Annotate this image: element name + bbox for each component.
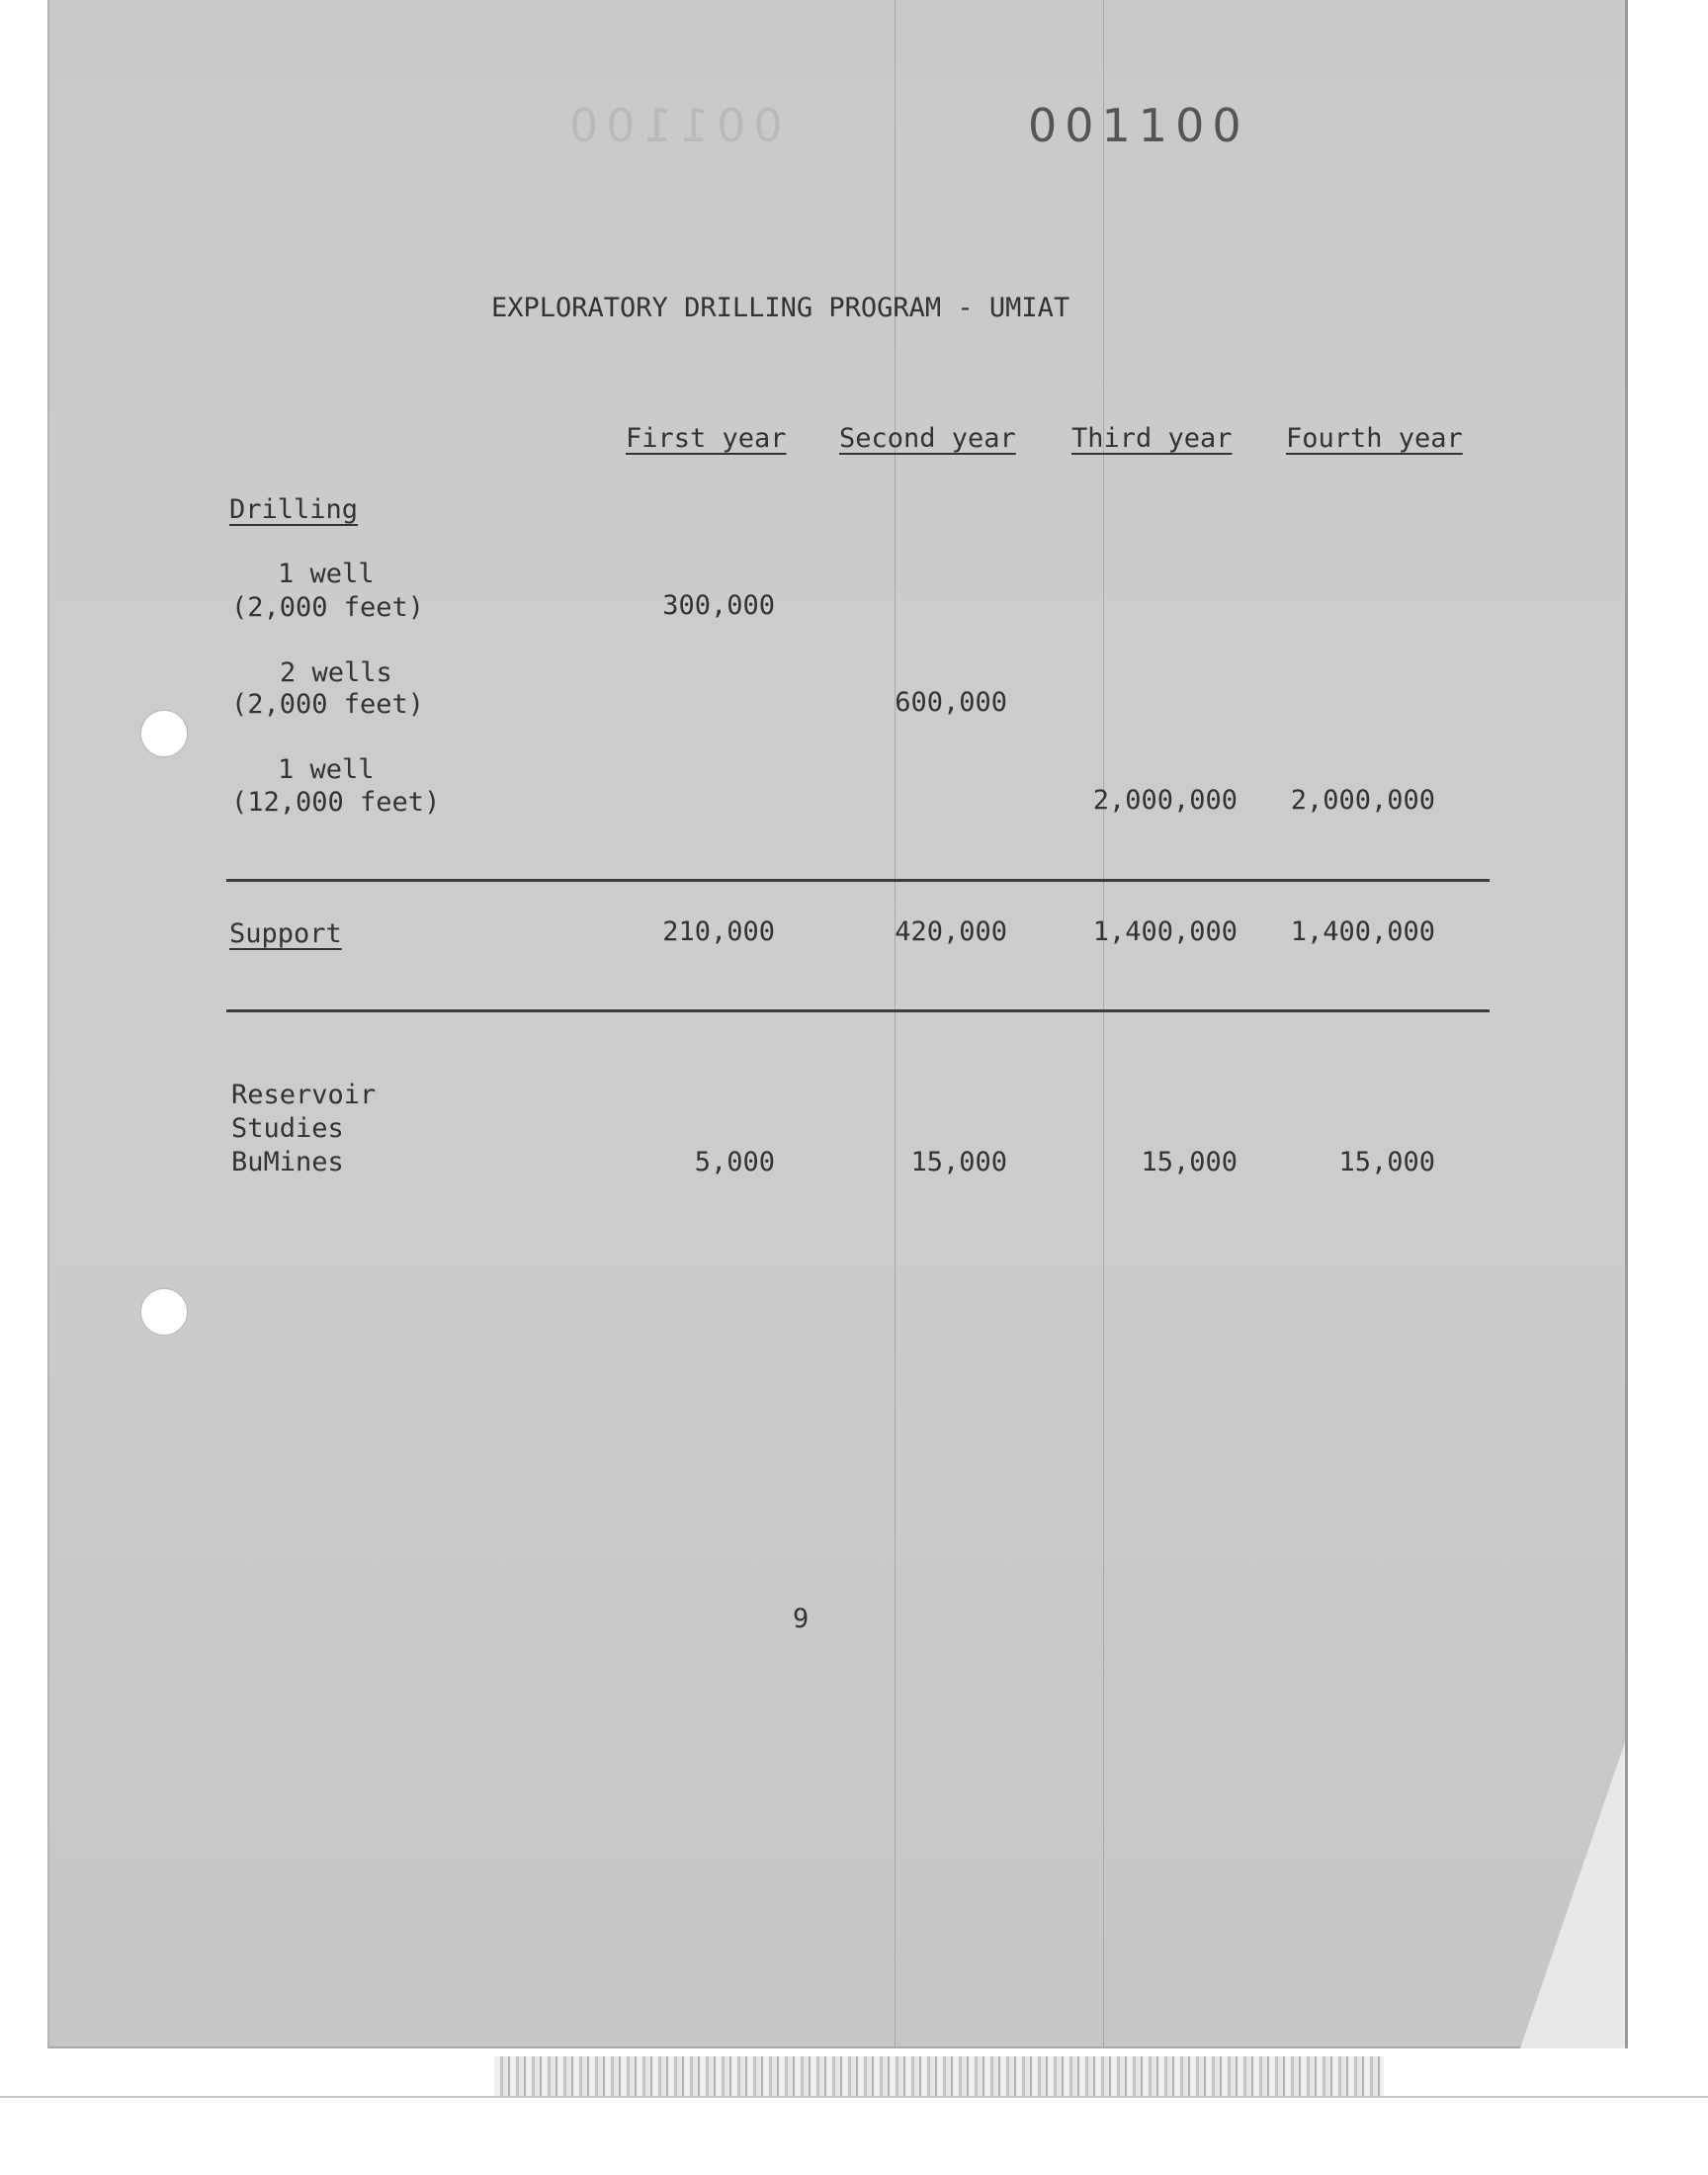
row-label: (2,000 feet) <box>231 689 425 720</box>
column-header-second-year: Second year <box>839 423 1016 454</box>
cell-value: 2,000,000 <box>1290 785 1435 816</box>
horizontal-rule <box>226 879 1490 882</box>
section-label-support: Support <box>229 918 342 949</box>
cell-value: 2,000,000 <box>1092 785 1238 816</box>
cell-value: 15,000 <box>1141 1147 1238 1177</box>
row-label: BuMines <box>231 1147 344 1177</box>
column-header-first-year: First year <box>626 423 787 454</box>
cell-value: 210,000 <box>662 916 775 947</box>
row-label: (2,000 feet) <box>231 592 425 623</box>
scan-artifact-strip <box>494 2056 1384 2096</box>
punch-hole <box>140 710 188 757</box>
column-header-third-year: Third year <box>1071 423 1233 454</box>
document-number: 001100 <box>1028 99 1249 152</box>
section-label-drilling: Drilling <box>229 494 359 525</box>
page-number: 9 <box>793 1604 810 1634</box>
cell-value: 15,000 <box>1338 1147 1435 1177</box>
scan-crease-line <box>1103 0 1104 2046</box>
row-label: (12,000 feet) <box>231 787 441 818</box>
folded-corner <box>1520 1742 1625 2048</box>
cell-value: 15,000 <box>910 1147 1007 1177</box>
row-label: 1 well <box>278 559 375 589</box>
page-title: EXPLORATORY DRILLING PROGRAM - UMIAT <box>491 293 1070 323</box>
bleed-through-number: 001100 <box>561 99 783 152</box>
cell-value: 420,000 <box>895 916 1007 947</box>
row-label: Studies <box>231 1113 344 1144</box>
punch-hole <box>140 1288 188 1336</box>
scan-edge-line <box>0 2096 1708 2098</box>
row-label: 2 wells <box>280 657 392 688</box>
cell-value: 5,000 <box>694 1147 775 1177</box>
cell-value: 600,000 <box>895 687 1007 718</box>
row-label: Reservoir <box>231 1080 377 1110</box>
cell-value: 300,000 <box>662 590 775 621</box>
horizontal-rule <box>226 1009 1490 1012</box>
cell-value: 1,400,000 <box>1092 916 1238 947</box>
cell-value: 1,400,000 <box>1290 916 1435 947</box>
row-label: 1 well <box>278 754 375 785</box>
column-header-fourth-year: Fourth year <box>1286 423 1463 454</box>
